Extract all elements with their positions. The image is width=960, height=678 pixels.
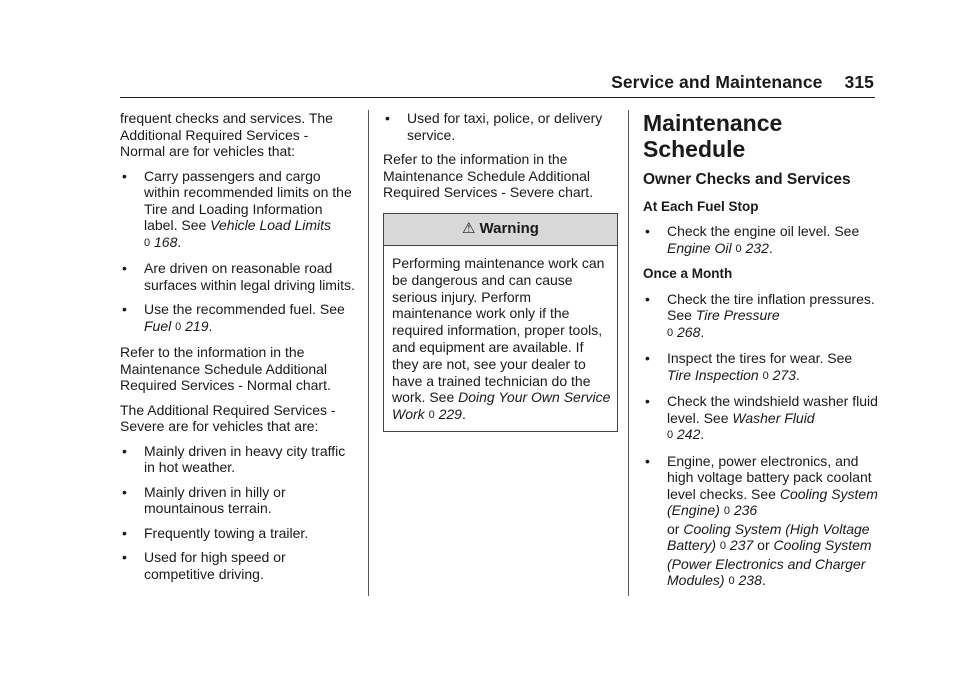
cross-reference-link[interactable]: Doing Your Own Service Work	[392, 389, 611, 423]
bullet-icon: •	[385, 110, 390, 126]
bullet-icon: •	[645, 290, 650, 307]
warning-title: Warning	[479, 219, 539, 237]
column-divider-2	[628, 110, 629, 596]
page-reference[interactable]: 236	[733, 502, 758, 518]
bullet-icon: •	[122, 260, 127, 276]
list-item: • Are driven on reasonable road surfaces within legal driving limits.	[122, 260, 355, 293]
intro-paragraph: frequent checks and services. The Additional Required Services - Normal are for vehicles that:	[120, 110, 333, 159]
page-ref-icon: 0	[667, 326, 674, 339]
page-title: Maintenance Schedule	[643, 110, 783, 162]
header-rule	[120, 97, 875, 98]
refer-normal-paragraph: Refer to the information in the Maintenance Schedule Additional Required Services - Normal chart.	[120, 344, 331, 393]
page-ref-icon: 0	[667, 429, 674, 441]
page-reference[interactable]: 219	[185, 317, 209, 334]
page-reference[interactable]: 238	[738, 572, 762, 588]
bullet-icon: •	[122, 301, 127, 317]
page-ref-icon: 0	[175, 320, 182, 333]
page-reference[interactable]: 237	[729, 537, 754, 553]
page-reference[interactable]: 273	[772, 366, 796, 383]
list-item: • Inspect the tires for wear. See Tire Inspection 0 273.	[645, 350, 853, 383]
page-number: 315	[844, 72, 874, 92]
page-ref-icon: 0	[762, 369, 769, 382]
warning-box	[383, 213, 618, 432]
column-3	[643, 110, 881, 599]
list-item: • Used for high speed or competitive driving.	[122, 549, 286, 582]
header-title	[611, 72, 874, 93]
bullet-icon: •	[645, 452, 650, 469]
cross-reference-link[interactable]: Fuel	[144, 317, 172, 334]
page-reference[interactable]: 268	[677, 323, 701, 340]
subsection-heading: Once a Month	[643, 266, 733, 281]
bullet-icon: •	[122, 442, 127, 459]
page-ref-icon: 0	[144, 236, 151, 249]
page-reference[interactable]: 242	[677, 426, 701, 442]
list-item: • Check the windshield washer fluid level. See Washer Fluid 0 242.	[645, 393, 878, 442]
cross-reference-link[interactable]: Tire Pressure	[695, 307, 780, 323]
bullet-icon: •	[122, 524, 127, 541]
subsection-heading: At Each Fuel Stop	[643, 198, 759, 214]
cross-reference-link[interactable]: Cooling System (Engine)	[667, 485, 878, 518]
cross-reference-link[interactable]: Tire Inspection	[667, 366, 759, 383]
warning-text: Performing maintenance work can be dangerous and can cause serious injury. Perform maintenance work only if the required information, proper tools, and equipment are available. If they are not, see your dealer to have a trained technician do the work. See	[392, 255, 605, 406]
bullet-icon: •	[645, 223, 650, 239]
cross-reference-link[interactable]: Vehicle Load Limits	[210, 217, 332, 233]
bullet-icon: •	[122, 549, 127, 565]
page-ref-icon: 0	[728, 575, 735, 587]
column-divider-1	[368, 110, 369, 596]
list-item: • Engine, power electronics, and high voltage battery pack coolant level checks. See Cooling System (Engine) 0 236 or Cooling System (High Voltage Battery) 0 237 or Cooling System (Power Electronics and Charger Modules) 0 238.	[645, 452, 878, 588]
page-ref-icon: 0	[428, 409, 435, 422]
page-ref-icon: 0	[723, 505, 730, 517]
warning-icon: ⚠	[462, 219, 476, 237]
bullet-icon: •	[122, 167, 127, 184]
list-item: • Check the tire inflation pressures. See Tire Pressure 0 268.	[645, 290, 875, 340]
column-1	[120, 110, 356, 590]
cross-reference-link[interactable]: Washer Fluid	[732, 409, 815, 426]
page-ref-icon: 0	[735, 242, 742, 255]
page-ref-icon: 0	[719, 540, 727, 552]
section-title: Service and Maintenance	[611, 72, 823, 92]
column-2	[383, 110, 618, 432]
cross-reference-link[interactable]: Cooling System (High Voltage Battery)	[667, 520, 870, 553]
bullet-icon: •	[645, 350, 650, 366]
list-item: • Use the recommended fuel. See Fuel 0 219.	[122, 301, 345, 334]
list-item: • Frequently towing a trailer.	[122, 524, 309, 541]
cross-reference-link[interactable]: Cooling System (Power Electronics and Charger Modules)	[667, 537, 872, 588]
warning-body: Performing maintenance work can be dangerous and can cause serious injury. Perform maintenance work only if the required information, proper tools, and equipment are available. If they are not, see your dealer to have a trained technician do the work. See Doing Your Own Service Work 0 229.	[392, 255, 611, 423]
warning-header	[384, 214, 617, 247]
bullet-icon: •	[645, 393, 650, 409]
list-item: • Check the engine oil level. See Engine Oil 0 232.	[645, 223, 860, 256]
cross-reference-link[interactable]: Engine Oil	[667, 239, 732, 256]
page-reference[interactable]: 232	[745, 239, 769, 256]
refer-severe-paragraph: Refer to the information in the Maintenance Schedule Additional Required Services - Severe chart.	[383, 151, 594, 200]
severe-intro-paragraph: The Additional Required Services - Severe are for vehicles that are:	[120, 401, 336, 434]
page-reference[interactable]: 229	[438, 406, 462, 423]
bullet-icon: •	[122, 483, 127, 500]
list-item: • Mainly driven in heavy city traffic in hot weather.	[122, 442, 346, 475]
section-heading: Owner Checks and Services	[643, 171, 851, 188]
list-item: • Used for taxi, police, or delivery service.	[385, 110, 603, 143]
page-reference[interactable]: 168	[154, 233, 178, 250]
list-item: • Carry passengers and cargo within recommended limits on the Tire and Loading Information label. See Vehicle Load Limits 0 168.	[122, 167, 352, 250]
list-item: • Mainly driven in hilly or mountainous terrain.	[122, 483, 286, 516]
